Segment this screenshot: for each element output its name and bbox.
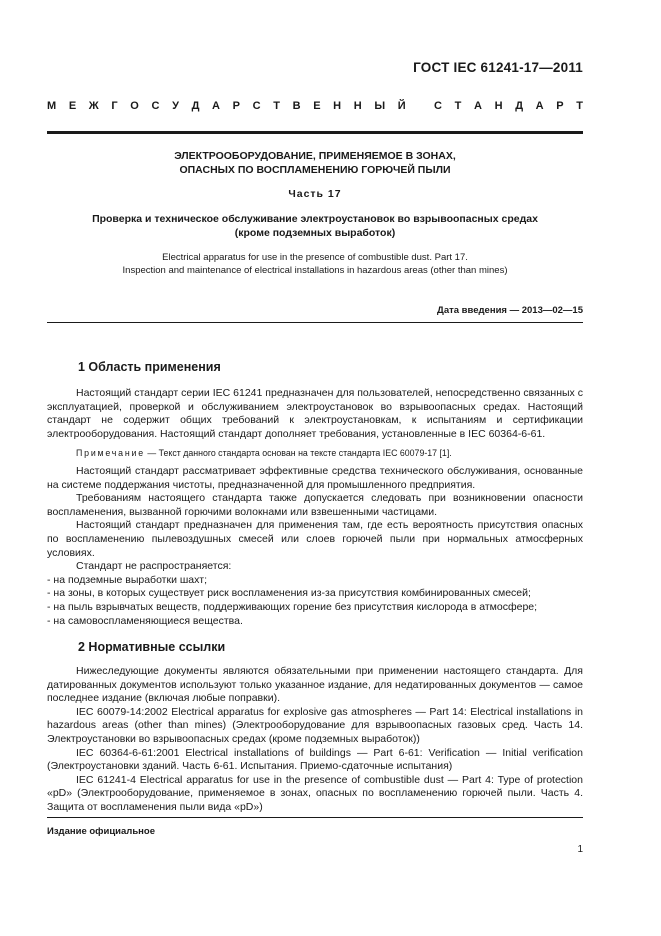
- banner-letter: Т: [454, 100, 462, 112]
- list-item: - на самовоспламеняющиеся вещества.: [47, 614, 243, 627]
- list-item: - на пыль взрывчатых веществ, поддерживающих горение без присутствия кислорода в атмосфере;: [47, 600, 538, 613]
- standard-code: ГОСТ IEC 61241-17—2011: [413, 60, 583, 75]
- introduction-date: Дата введения — 2013—02—15: [437, 305, 583, 316]
- banner-letter: А: [474, 100, 482, 112]
- paragraph: Стандарт не распространяется:: [76, 560, 232, 573]
- paragraph: Настоящий стандарт рассматривает эффективные средства технического обслуживания, основанные на системе поддержания чистоты, предназначенной для промышленного предприятия.: [47, 464, 583, 491]
- list-item: - на подземные выработки шахт;: [47, 573, 207, 586]
- banner-letter: Н: [333, 100, 342, 112]
- banner-letter: Е: [68, 100, 77, 112]
- banner-letter: А: [535, 100, 544, 112]
- banner-letter: Е: [313, 100, 321, 112]
- note-label: Примечание: [76, 448, 145, 459]
- banner-letter: Н: [353, 100, 362, 112]
- document-title: [47, 150, 583, 177]
- official-edition-label: Издание официальное: [47, 826, 155, 837]
- banner-letter: В: [292, 100, 301, 112]
- banner-letter: Т: [273, 100, 280, 112]
- banner-letter: Р: [232, 100, 240, 112]
- title-line: ЭЛЕКТРООБОРУДОВАНИЕ, ПРИМЕНЯЕМОЕ В ЗОНАХ,: [174, 150, 456, 162]
- reference: IEC 60364-6-61:2001 Electrical installations of buildings — Part 6-61: Verification — Initial verification (Электроустановки зданий. Часть 6-61. Испытания. Приемо-сдаточные испытания): [47, 746, 583, 773]
- section-2-body: [47, 665, 583, 815]
- banner-letter: Ы: [374, 100, 386, 112]
- banner-letter: Д: [191, 100, 200, 112]
- date-rule: [47, 322, 583, 323]
- banner-gap: [418, 100, 421, 112]
- paragraph: Настоящий стандарт серии IEC 61241 предназначен для пользователей, непосредственно связанных с эксплуатацией, проверкой и обслуживанием электроустановок во взрывоопасных средах. Настоящий стандарт не содержит общих требований к электроустановкам, к испытаниям и сертификации электрооборудования. Настоящий стандарт дополняет требования, установленные в IEC 60364-6-61.: [47, 387, 583, 440]
- reference: IEC 61241-4 Electrical apparatus for use in the presence of combustible dust — Part 4: Type of protection «pD» (Электрооборудование, применяемое в зонах, опасных по воспламенению горючей пыли. Часть 4. Защита от воспламенения пыли вида «pD»): [47, 773, 583, 813]
- banner-letter: Г: [111, 100, 118, 112]
- part-label: Часть 17: [288, 188, 342, 200]
- paragraph: Требованиям настоящего стандарта также допускается следовать при возникновении опасности воспламенения, вызванной горючими волокнами или взвешенными частицами.: [47, 492, 583, 518]
- english-title: [47, 252, 583, 277]
- banner-letter: У: [172, 100, 179, 112]
- banner-letter: С: [151, 100, 160, 112]
- paragraph: Нижеследующие документы являются обязательными при применении настоящего стандарта. Для датированных документов используют только указанное издание, для недатированных документов — самое последнее издание (включая любые поправки).: [47, 665, 583, 705]
- section-1-heading: 1 Область применения: [78, 360, 221, 374]
- banner-letter: Ж: [88, 100, 99, 112]
- banner-letter: Н: [494, 100, 503, 112]
- note-text: — Текст данного стандарта основан на тексте стандарта IEC 60079-17 [1].: [144, 448, 452, 459]
- banner-letter: Д: [515, 100, 524, 112]
- english-title-line: Electrical apparatus for use in the presence of combustible dust. Part 17.: [162, 252, 468, 263]
- document-subtitle: [47, 213, 583, 240]
- banner-letter: М: [47, 100, 57, 112]
- footer-rule: [47, 817, 583, 818]
- banner-letter: С: [252, 100, 261, 112]
- note: [47, 447, 583, 461]
- reference: IEC 60079-14:2002 Electrical apparatus for explosive gas atmospheres — Part 14: Electrical installations in hazardous areas (other than mines) (Электрооборудование для взрывоопасных газовых сред. Часть 14. Электроустановки во взрывоопасных средах (кроме подземных выработок)): [47, 705, 583, 745]
- english-title-line: Inspection and maintenance of electrical installations in hazardous areas (other than mines): [122, 264, 508, 276]
- header-rule: [47, 131, 583, 134]
- banner-letter: Т: [576, 100, 583, 112]
- subtitle-line: Проверка и техническое обслуживание электроустановок во взрывоопасных средах: [92, 213, 538, 225]
- banner-letter: А: [212, 100, 220, 112]
- banner-letter: Р: [556, 100, 564, 112]
- section-1-body: [47, 387, 583, 628]
- interstate-standard-banner: [47, 100, 583, 112]
- subtitle-line: (кроме подземных выработок): [234, 226, 396, 239]
- title-line: ОПАСНЫХ ПО ВОСПЛАМЕНЕНИЮ ГОРЮЧЕЙ ПЫЛИ: [179, 163, 451, 176]
- page-number: 1: [577, 844, 583, 855]
- section-2-heading: 2 Нормативные ссылки: [78, 640, 226, 654]
- banner-letter: О: [130, 100, 139, 112]
- paragraph: Настоящий стандарт предназначен для применения там, где есть вероятность присутствия опасных по воспламенению пылевоздушных смесей или слоев горючей пыли при нормальных атмосферных условиях.: [47, 519, 583, 559]
- banner-letter: Й: [397, 100, 406, 112]
- list-item: - на зоны, в которых существует риск воспламенения из-за присутствия комбинированных смесей;: [47, 587, 531, 600]
- banner-letter: С: [434, 100, 442, 112]
